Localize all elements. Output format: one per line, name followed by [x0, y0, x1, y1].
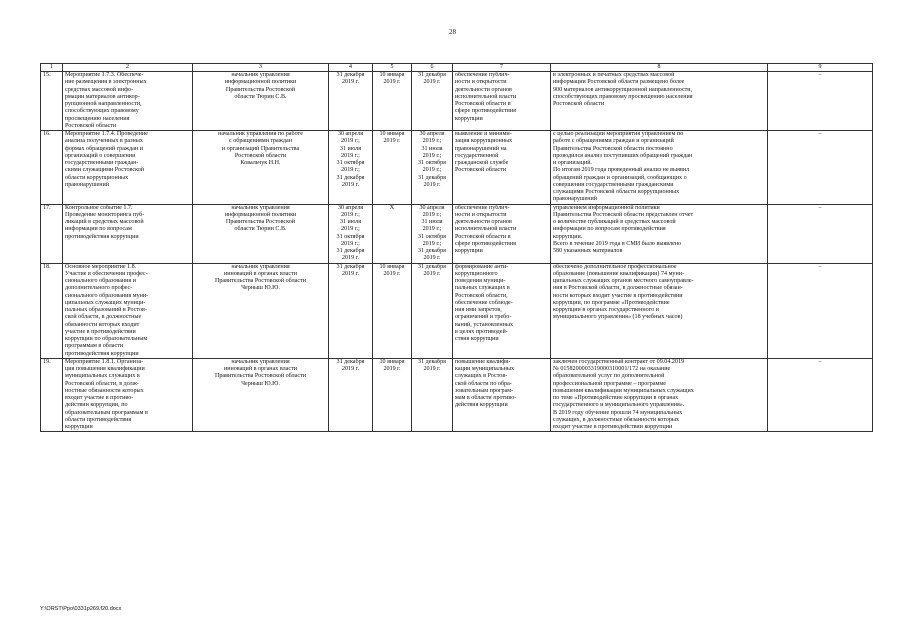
cell-text-line: обеспечение публич-: [455, 72, 510, 78]
cell-text-line: 31 октября: [336, 160, 365, 166]
cell-text-line: кации муниципальных: [455, 366, 515, 372]
cell-text-line: 2019 г.;: [341, 167, 360, 174]
cell-text-line: ности которых входит участие в противодействии: [553, 292, 683, 299]
cell-text-line: ской области по обра-: [455, 380, 512, 387]
column-header: 3: [193, 64, 329, 72]
cell-text-line: области коррупционных: [65, 174, 129, 181]
cell-text-line: служащими Ростовской области коррупционных: [553, 189, 680, 195]
cell-text-line: 31 декабря: [418, 72, 446, 78]
cell-text-line: 2019 г.: [383, 270, 401, 277]
cell-text-line: информации по вопросам противодействия: [553, 226, 666, 233]
note-cell: [768, 263, 873, 358]
cell-text-line: совершении государственными гражданскими: [553, 181, 674, 188]
cell-text-line: организаций о совершении: [65, 152, 136, 159]
cell-text-line: коррупции по образовательным: [65, 336, 148, 342]
cell-text-line: Всего в течение 2019 года в СМИ было выявлено: [553, 240, 682, 247]
cell-text-line: 2019 г.: [423, 255, 441, 262]
column-header: 7: [453, 64, 551, 72]
cell-text-line: заключен государственный контракт от 09.04.2019: [553, 358, 685, 365]
cell-text-line: действия коррупции: [455, 402, 508, 409]
cell-text-line: Ростовской области: [553, 101, 605, 107]
cell-text-line: Ростовской области в: [455, 233, 511, 240]
cell-text-line: 31 декабря: [336, 72, 365, 78]
cell-text-line: коррупционного: [455, 270, 498, 277]
cell-text-line: ние размещения в электронных: [65, 79, 147, 86]
measure-name-cell: [63, 204, 193, 263]
cell-text-line: программам в области: [65, 343, 124, 350]
expected-result-cell: [453, 131, 551, 205]
cell-text-line: 31 октября: [336, 233, 365, 240]
cell-text-line: 2019 г.;: [422, 240, 442, 247]
cell-text-line: 31 декабря: [336, 174, 365, 181]
cell-text-line: начальник управления: [231, 358, 290, 365]
cell-text-line: повышения квалификации муниципальных служащих: [553, 387, 694, 394]
end-date-cell: [412, 131, 453, 205]
cell-text-line: способствующих правовому: [65, 108, 139, 115]
cell-text-line: 2019 г.: [423, 79, 441, 86]
cell-text-line: входит участие в противодействии коррупции: [553, 424, 673, 430]
start-date-cell: [373, 204, 412, 263]
cell-text-line: Ростовской области: [455, 167, 507, 174]
table-row: [41, 358, 873, 432]
cell-text-line: ния в Ростовской области, в должностные обязан-: [553, 285, 683, 292]
cell-text-line: 2019 г.: [383, 138, 401, 145]
measure-name-cell: [63, 263, 193, 358]
cell-text-line: ция повышения квалификации: [65, 366, 145, 372]
cell-text-line: обязанности которых входит: [65, 321, 140, 328]
row-number-cell: 19.: [41, 358, 63, 432]
cell-text-line: Правительства Ростовской области: [214, 278, 307, 284]
cell-text-line: ностные обязанности которых: [65, 387, 144, 394]
cell-text-line: 31 декабря: [418, 263, 446, 270]
cell-text-line: Основное мероприятие 1.8.: [65, 263, 137, 270]
end-date-cell: [412, 72, 453, 131]
cell-text-line: правонарушений: [65, 181, 110, 188]
row-number-cell: 17.: [41, 204, 63, 263]
actual-result-cell: [551, 263, 768, 358]
cell-text-line: 10 января: [379, 358, 405, 365]
cell-text-line: правонарушений на: [455, 145, 507, 152]
cell-text-line: Участие в обеспечении профес-: [65, 270, 148, 277]
cell-text-line: 900 материалов антикоррупционной направленности,: [553, 86, 693, 93]
cell-text-line: ской области, в должностные: [65, 314, 142, 321]
cell-text-line: Правительства Ростовской: [225, 86, 296, 93]
cell-text-line: образование (повышение квалификации) 74 муни-: [553, 270, 685, 277]
cell-text-line: инноваций в органах власти: [223, 366, 298, 372]
cell-text-line: в целях противодей-: [455, 328, 508, 335]
cell-text-line: деятельности органов: [455, 219, 512, 225]
cell-text-line: 2019 г.;: [422, 138, 442, 145]
cell-text-line: образовательной услуг по дополнительной: [553, 373, 665, 380]
cell-text-line: выявление и миними-: [455, 131, 512, 137]
cell-text-line: Ковальчук Н.Н.: [240, 160, 281, 166]
cell-text-line: гражданской службе: [455, 160, 509, 166]
cell-text-line: 31 декабря: [336, 248, 365, 254]
table-row: [41, 131, 873, 205]
cell-text-line: –: [818, 72, 822, 78]
cell-text-line: 31 июля: [421, 145, 443, 152]
row-number-cell: 18.: [41, 263, 63, 358]
cell-text-line: 31 июля: [421, 219, 443, 225]
executor-cell: [193, 263, 329, 358]
file-path-footer: Y:\ORST\Ppo\0331p269.f20.docx: [40, 606, 122, 612]
cell-text-line: начальник управления по работе: [218, 131, 303, 137]
note-cell: [768, 72, 873, 131]
cell-text-line: работе с обращениями граждан и организаций: [553, 138, 674, 145]
cell-text-line: обращений граждан и организаций, сообщающих о: [553, 174, 687, 181]
cell-text-line: зация коррупционных: [455, 138, 513, 145]
note-cell: [768, 204, 873, 263]
cell-text-line: рмации материалов антикор-: [65, 93, 140, 100]
cell-text-line: 2019 г.: [423, 366, 441, 372]
cell-text-line: мам в области противо-: [455, 395, 517, 401]
cell-text-line: Мероприятие 1.7.3. Обеспече-: [65, 72, 144, 78]
column-header: 4: [329, 64, 373, 72]
cell-text-line: ния ими запретов,: [455, 307, 502, 313]
cell-text-line: коррупции в органах государственного и: [553, 307, 659, 313]
cell-text-line: 2019 г.: [341, 181, 360, 188]
cell-text-line: 2019 г.: [341, 79, 360, 86]
cell-text-line: 31 декабря: [336, 358, 365, 365]
cell-text-line: образовательным программам в: [65, 409, 148, 416]
cell-text-line: управлением информационной политики: [553, 204, 660, 211]
cell-text-line: коррупции.: [553, 233, 583, 240]
cell-text-line: Правительства Ростовской области постоянно: [553, 145, 673, 152]
measure-name-cell: [63, 131, 193, 205]
cell-text-line: По итогам 2019 года проведенный анализ не выявил: [553, 167, 690, 174]
cell-text-line: –: [818, 263, 822, 270]
executor-cell: [193, 204, 329, 263]
cell-text-line: сфере противодействия: [455, 240, 516, 247]
cell-text-line: формах обращений граждан и: [65, 145, 143, 152]
start-date-cell: [373, 358, 412, 432]
cell-text-line: пальных образований в Ростов-: [65, 307, 147, 313]
cell-text-line: с целью реализации мероприятия управлением по: [553, 131, 684, 137]
cell-text-line: информационной политики: [224, 79, 297, 86]
expected-result-cell: [453, 358, 551, 432]
cell-text-line: проводился анализ поступивших обращений граждан: [553, 152, 693, 159]
cell-text-line: 2019 г.;: [341, 152, 360, 159]
cell-text-line: служащих в Ростов-: [455, 373, 508, 380]
cell-text-line: средствах массовой инфо-: [65, 86, 134, 93]
cell-text-line: скими служащими Ростовской: [65, 167, 145, 174]
cell-text-line: зовательным програм-: [455, 387, 514, 394]
column-header: 5: [373, 64, 412, 72]
cell-text-line: 31 декабря: [418, 174, 446, 181]
cell-text-line: Черныш Ю.Ю.: [241, 285, 280, 292]
cell-text-line: поведения муници-: [455, 278, 506, 284]
cell-text-line: обеспечение соблюде-: [455, 299, 513, 306]
cell-text-line: противодействия коррупции: [65, 350, 139, 357]
cell-text-line: формирование анти-: [455, 263, 509, 270]
note-cell: [768, 131, 873, 205]
start-date-cell: [373, 131, 412, 205]
cell-text-line: 31 июля: [339, 145, 362, 152]
header-row: [41, 64, 873, 72]
cell-text-line: В 2019 году обучение прошли 74 муниципальных: [553, 409, 683, 416]
expected-result-cell: [453, 72, 551, 131]
cell-text-line: участие в противодействии: [65, 328, 136, 335]
cell-text-line: 31 октября: [418, 233, 446, 240]
cell-text-line: начальник управления: [231, 263, 290, 270]
cell-text-line: исполнительной власти: [455, 93, 517, 100]
cell-text-line: начальник управления: [231, 72, 290, 78]
cell-text-line: коррупции: [455, 248, 483, 254]
report-table: [40, 63, 873, 432]
cell-text-line: действии коррупции, по: [65, 402, 128, 409]
cell-text-line: 30 апреля: [337, 204, 364, 211]
cell-text-line: ограничений и требо-: [455, 314, 512, 321]
row-number-cell: 15.: [41, 72, 63, 131]
cell-text-line: 30 апреля: [337, 131, 364, 137]
cell-text-line: ствия коррупции: [455, 336, 499, 342]
cell-text-line: 2019 г.: [383, 366, 401, 372]
cell-text-line: –: [818, 358, 822, 365]
cell-text-line: Ростовской области: [65, 122, 117, 129]
cell-text-line: правонарушений: [553, 196, 598, 203]
cell-text-line: области Тюрин С.В.: [234, 226, 287, 233]
cell-text-line: повышение квалифи-: [455, 358, 511, 365]
column-header: 6: [412, 64, 453, 72]
cell-text-line: муниципальных служащих в: [65, 373, 140, 380]
end-date-cell: [412, 263, 453, 358]
cell-text-line: муниципального управления» (18 учебных часов): [553, 314, 683, 321]
cell-text-line: 2019 г.;: [422, 152, 442, 159]
cell-text-line: противодействия коррупции: [65, 233, 139, 240]
cell-text-line: информации Ростовской области размещено более: [553, 79, 685, 86]
actual-result-cell: [551, 131, 768, 205]
cell-text-line: Ростовской области, в долж-: [65, 380, 139, 387]
cell-text-line: пальных служащих в: [455, 285, 510, 292]
cell-text-line: Правительства Ростовской: [225, 219, 296, 225]
cell-text-line: 30 апреля: [419, 131, 445, 137]
executor-cell: [193, 358, 329, 432]
expected-result-cell: [453, 204, 551, 263]
cell-text-line: 10 января: [379, 131, 405, 137]
cell-text-line: Контрольное событие 1.7.: [65, 204, 133, 211]
measure-name-cell: [63, 358, 193, 432]
cell-text-line: 10 января: [379, 72, 405, 78]
plan-date-cell: [329, 263, 373, 358]
cell-text-line: 2019 г.: [423, 270, 441, 277]
cell-text-line: Правительства Ростовской области представлен отчет: [553, 211, 694, 218]
cell-text-line: ципальных служащих органов местного самоуправле-: [553, 278, 694, 284]
cell-text-line: ности и открытости: [455, 79, 507, 86]
cell-text-line: ликаций в средствах массовой: [65, 219, 144, 225]
table-row: [41, 204, 873, 263]
cell-text-line: начальник управления: [231, 204, 290, 211]
cell-text-line: области противодействия: [65, 416, 132, 423]
cell-text-line: сионального образования и: [65, 278, 137, 284]
cell-text-line: 10 января: [379, 263, 405, 270]
cell-text-line: 2019 г.: [341, 255, 360, 262]
cell-text-line: входит участие в противо-: [65, 395, 134, 401]
cell-text-line: о количестве публикаций в средствах массовой: [553, 219, 676, 225]
cell-text-line: исполнительной власти: [455, 226, 517, 233]
cell-text-line: Ростовской области,: [455, 292, 508, 299]
cell-text-line: 2019 г.;: [341, 226, 360, 233]
cell-text-line: 2019 г.;: [422, 226, 442, 233]
cell-text-line: Ростовской области: [234, 152, 287, 159]
note-cell: [768, 358, 873, 432]
cell-text-line: и организаций Правительства: [221, 145, 300, 152]
cell-text-line: ципальных служащих муници-: [65, 299, 146, 306]
cell-text-line: 2019 г.: [341, 270, 360, 277]
cell-text-line: ваний, установленных: [455, 321, 514, 328]
executor-cell: [193, 131, 329, 205]
executor-cell: [193, 72, 329, 131]
cell-text-line: 2019 г.;: [341, 211, 360, 218]
cell-text-line: Проведение мониторинга пуб-: [65, 211, 145, 218]
cell-text-line: 2019 г.;: [422, 211, 442, 218]
cell-text-line: сфере противодействия: [455, 108, 516, 115]
cell-text-line: информации по вопросам: [65, 226, 132, 233]
plan-date-cell: [329, 204, 373, 263]
page-number: 28: [449, 28, 456, 36]
cell-text-line: по теме «Противодействие коррупции в органах: [553, 395, 679, 401]
cell-text-line: коррупции: [65, 424, 93, 430]
cell-text-line: области Тюрин С.В.: [234, 93, 287, 100]
cell-text-line: 31 июля: [339, 219, 362, 225]
cell-text-line: и организаций.: [553, 160, 593, 166]
cell-text-line: Мероприятие 1.8.1. Организа-: [65, 358, 144, 365]
cell-text-line: обеспечение публич-: [455, 204, 510, 211]
cell-text-line: 580 указанных материалов: [553, 248, 623, 254]
cell-text-line: рупционной направленности,: [65, 101, 142, 107]
cell-text-line: 31 декабря: [418, 358, 446, 365]
plan-date-cell: [329, 131, 373, 205]
cell-text-line: обеспечено дополнительное профессиональное: [553, 263, 677, 270]
cell-text-line: сионального образования муни-: [65, 292, 149, 299]
measure-name-cell: [63, 72, 193, 131]
cell-text-line: просвещению населения: [65, 115, 130, 122]
start-date-cell: [373, 72, 412, 131]
cell-text-line: инноваций в органах власти: [223, 270, 298, 277]
cell-text-line: деятельности органов: [455, 86, 512, 93]
cell-text-line: государственного и муниципального управления».: [553, 402, 685, 409]
cell-text-line: способствующих правовому просвещению населения: [553, 93, 693, 100]
cell-text-line: государственными граждан-: [65, 160, 139, 166]
cell-text-line: Х: [389, 204, 395, 211]
cell-text-line: Ростовской области в: [455, 101, 511, 107]
cell-text-line: Черныш Ю.Ю.: [241, 380, 280, 387]
cell-text-line: информационной политики: [224, 211, 297, 218]
end-date-cell: [412, 358, 453, 432]
cell-text-line: 2019 г.;: [341, 138, 360, 145]
plan-date-cell: [329, 72, 373, 131]
cell-text-line: 2019 г.: [341, 366, 360, 372]
actual-result-cell: [551, 358, 768, 432]
cell-text-line: Правительства Ростовской области: [214, 373, 307, 380]
cell-text-line: 30 апреля: [419, 204, 445, 211]
cell-text-line: 2019 г.;: [422, 167, 442, 174]
cell-text-line: № 0158200003319000310001/172 на оказание: [553, 366, 671, 372]
column-header: 8: [551, 64, 768, 72]
cell-text-line: служащих, в должностные обязанности которых: [553, 416, 680, 423]
cell-text-line: –: [818, 204, 822, 211]
expected-result-cell: [453, 263, 551, 358]
cell-text-line: анализа полученных в разных: [65, 138, 143, 145]
cell-text-line: дополнительного профес-: [65, 285, 133, 292]
cell-text-line: государственной: [455, 152, 499, 159]
cell-text-line: 2019 г.;: [341, 240, 360, 247]
end-date-cell: [412, 204, 453, 263]
plan-date-cell: [329, 358, 373, 432]
column-header: 1: [41, 64, 63, 72]
start-date-cell: [373, 263, 412, 358]
cell-text-line: ности и открытости: [455, 211, 507, 218]
cell-text-line: 31 декабря: [336, 263, 365, 270]
cell-text-line: 2019 г.: [383, 79, 401, 86]
table-row: [41, 263, 873, 358]
actual-result-cell: [551, 72, 768, 131]
cell-text-line: с обращениями граждан: [228, 138, 293, 145]
cell-text-line: коррупции: [455, 115, 483, 122]
actual-result-cell: [551, 204, 768, 263]
table-row: [41, 72, 873, 131]
cell-text-line: 31 октября: [418, 160, 446, 166]
cell-text-line: 2019 г.: [423, 181, 441, 188]
cell-text-line: в электронных и печатных средствах массовой: [553, 72, 675, 78]
cell-text-line: –: [818, 131, 822, 137]
cell-text-line: 31 декабря: [418, 248, 446, 254]
cell-text-line: Мероприятие 1.7.4. Проведение: [65, 131, 148, 137]
row-number-cell: 16.: [41, 131, 63, 205]
cell-text-line: профессиональной программе – программе: [553, 380, 666, 387]
column-header: 2: [63, 64, 193, 72]
column-header: 9: [768, 64, 873, 72]
cell-text-line: коррупции, по программе «Противодействие: [553, 299, 670, 306]
